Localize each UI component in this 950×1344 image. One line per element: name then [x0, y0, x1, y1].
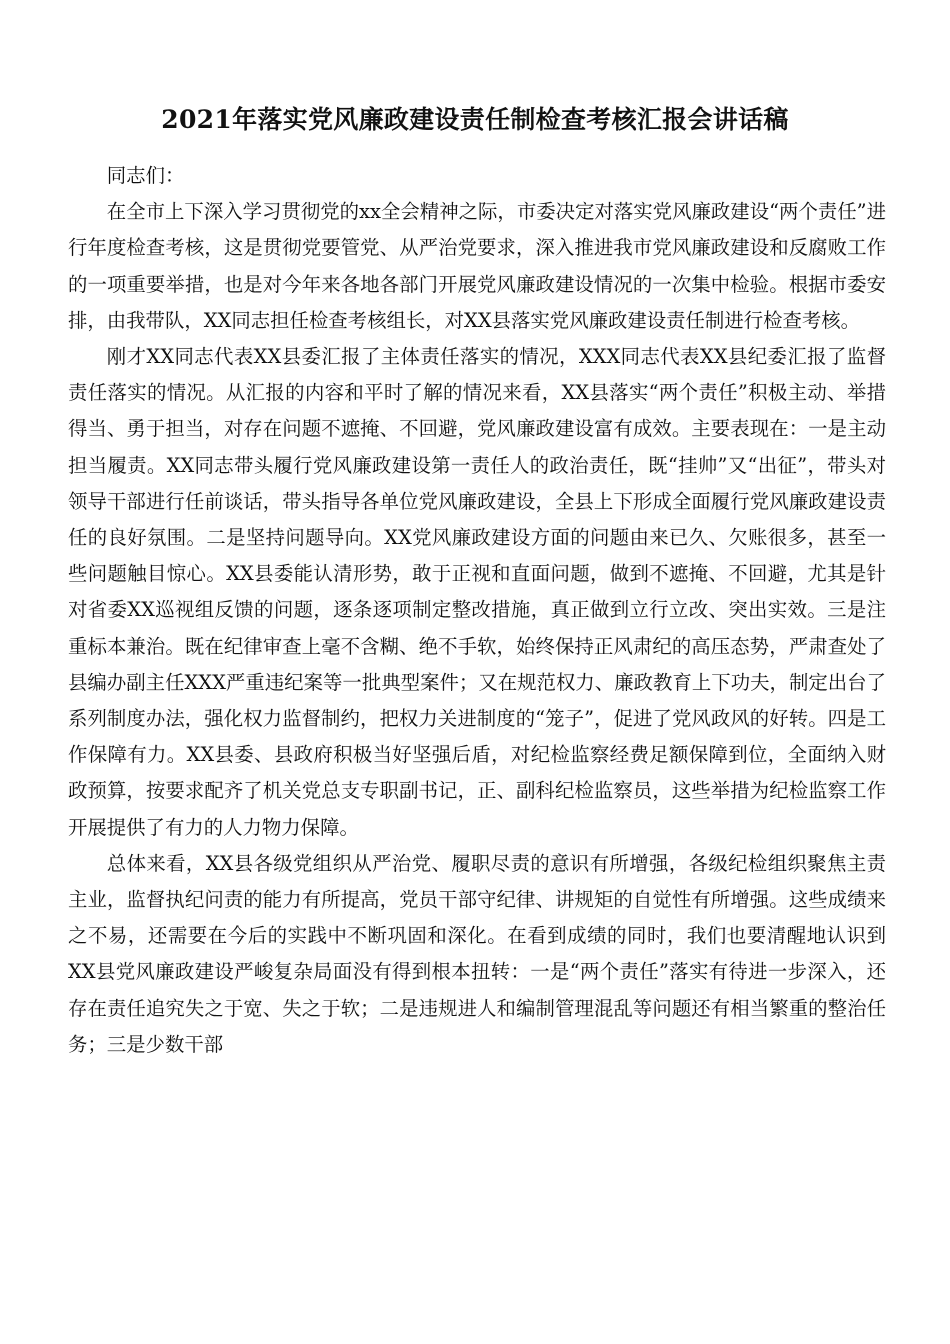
salutation: 同志们： — [106, 164, 185, 187]
document-title: 2021年落实党风廉政建设责任制检查考核汇报会讲话稿 — [161, 105, 789, 134]
document-body — [68, 158, 886, 1063]
paragraph-2: 刚才XX同志代表XX县委汇报了主体责任落实的情况，XXX同志代表XX县纪委汇报了监督责任落实的情况。从汇报的内容和平时了解的情况来看，XX县落实“两个责任”积极主动、举措得当、勇于担当，对存在问题不遮掩、不回避，党风廉政建设富有成效。主要表现在：一是主动担当履责。XX同志带头履行党风廉政建设第一责任人的政治责任，既“挂帅”又“出征”，带头对领导干部进行任前谈话，带头指导各单位党风廉政建设，全县上下形成全面履行党风廉政建设责任的良好氛围。二是坚持问题导向。XX党风廉政建设方面的问题由来已久、欠账很多，甚至一些问题触目惊心。XX县委能认清形势，敢于正视和直面问题，做到不遮掩、不回避，尤其是针对省委XX巡视组反馈的问题，逐条逐项制定整改措施，真正做到立行立改、突出实效。三是注重标本兼治。既在纪律审查上毫不含糊、绝不手软，始终保持正风肃纪的高压态势，严肃查处了县编办副主任XXX严重违纪案等一批典型案件；又在规范权力、廉政教育上下功夫，制定出台了系列制度办法，强化权力监督制约，把权力关进制度的“笼子”，促进了党风政风的好转。四是工作保障有力。XX县委、县政府积极当好坚强后盾，对纪检监察经费足额保障到位，全面纳入财政预算，按要求配齐了机关党总支专职副书记，正、副科纪检监察员，这些举措为纪检监察工作开展提供了有力的人力物力保障。 — [68, 345, 886, 839]
paragraph-3: 总体来看，XX县各级党组织从严治党、履职尽责的意识有所增强，各级纪检组织聚焦主责主业，监督执纪问责的能力有所提高，党员干部守纪律、讲规矩的自觉性有所增强。这些成绩来之不易，还需要在今后的实践中不断巩固和深化。在看到成绩的同时，我们也要清醒地认识到XX县党风廉政建设严峻复杂局面没有得到根本扭转：一是“两个责任”落实有待进一步深入，还存在责任追究失之于宽、失之于软；二是违规进人和编制管理混乱等问题还有相当繁重的整治任务；三是少数干部 — [68, 851, 886, 1056]
paragraph-1: 在全市上下深入学习贯彻党的xx全会精神之际，市委决定对落实党风廉政建设“两个责任”进行年度检查考核，这是贯彻党要管党、从严治党要求，深入推进我市党风廉政建设和反腐败工作的一项重要举措，也是对今年来各地各部门开展党风廉政建设情况的一次集中检验。根据市委安排，由我带队，XX同志担任检查考核组长，对XX县落实党风廉政建设责任制进行检查考核。 — [68, 200, 886, 332]
